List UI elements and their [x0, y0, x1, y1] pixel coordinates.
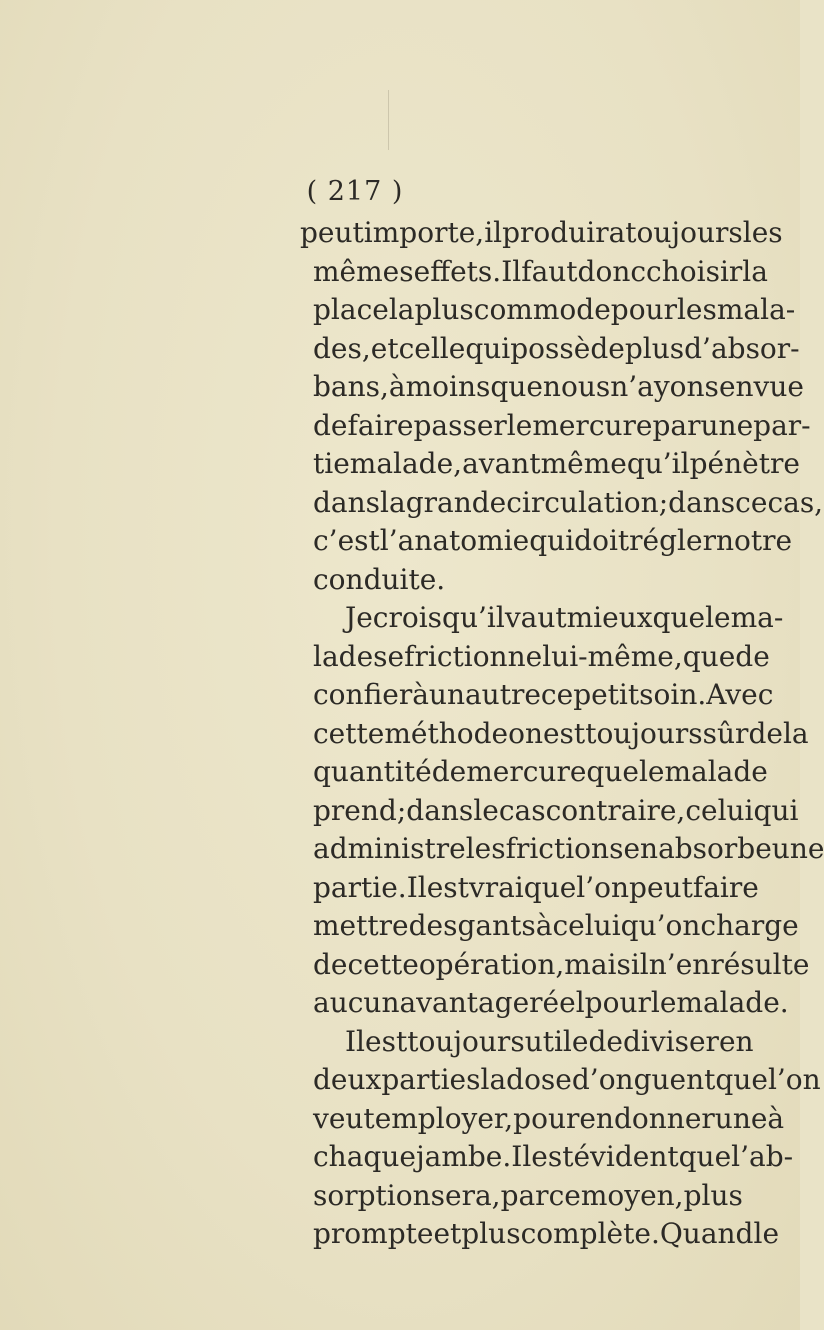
- text-line: c’est l’anatomie qui doit régler notre: [313, 524, 793, 557]
- text-line: place la plus commode pour les mala-: [313, 293, 796, 326]
- text-line: dans la grande circulation ; dans ce cas,: [313, 485, 824, 519]
- text-line: chaque jambe. Il est évident que l’ab-: [313, 1140, 794, 1173]
- text-line: administre les frictions en absorbe une: [313, 832, 824, 865]
- page-number: ( 217 ): [306, 176, 404, 207]
- text-line: prompte et plus complète. Quand le: [313, 1217, 780, 1250]
- text-line: mêmes effets. Il faut donc choisir la: [313, 254, 768, 288]
- text-line: peut importe, il produira toujours les: [300, 216, 783, 249]
- text-line: bans, à moins que nous n’ayons en vue: [313, 370, 804, 403]
- text-line: mettre des gants à celui qu’on charge: [313, 909, 799, 942]
- text-line: des, et celle qui possède plus d’absor-: [313, 331, 800, 365]
- text-line: sorption sera, par ce moyen, plus: [313, 1178, 743, 1212]
- text-line: Il est toujours utile de diviser en: [345, 1024, 754, 1058]
- text-line: prend ; dans le cas contraire, celui qui: [313, 793, 799, 827]
- text-line: de cette opération, mais il n’en résulte: [313, 947, 810, 981]
- text-line: conduite.: [313, 562, 446, 596]
- text-line: tie malade, avant même qu’il pénètre: [313, 447, 800, 480]
- text-line: veut employer, pour en donner une à: [313, 1101, 785, 1135]
- text-line: cette méthode on est toujours sûr de la: [313, 716, 809, 750]
- text-line: Je crois qu’il vaut mieux que le ma-: [345, 601, 784, 634]
- text-line: partie. Il est vrai que l’on peut faire: [313, 870, 759, 904]
- text-line: lade se frictionne lui-même, que de: [313, 639, 770, 673]
- text-line: aucun avantage réel pour le malade.: [313, 986, 789, 1019]
- text-line: de faire passer le mercure par une par-: [313, 408, 811, 442]
- text-line: deux parties la dose d’onguent que l’on: [313, 1063, 821, 1096]
- text-line: quantité de mercure que le malade: [313, 755, 768, 788]
- text-line: confier à un autre ce petit soin. Avec: [313, 678, 774, 711]
- body-text: [300, 214, 824, 1254]
- page-scratch-mark: [388, 90, 389, 150]
